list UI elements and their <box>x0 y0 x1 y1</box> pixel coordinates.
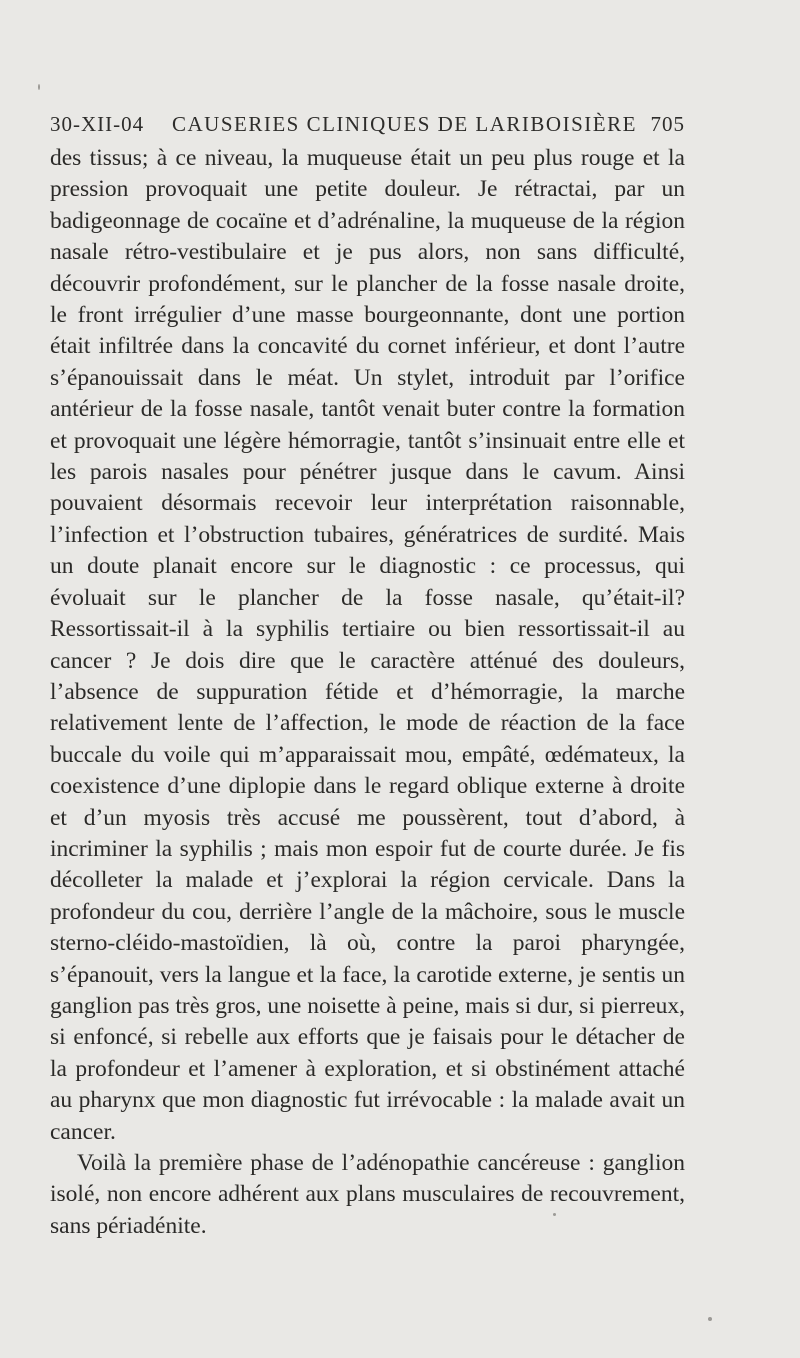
paper-speck <box>708 1317 712 1321</box>
paper-speck <box>553 1213 556 1216</box>
running-head <box>50 112 685 140</box>
paper-speck <box>38 84 40 90</box>
page-number: 705 <box>650 112 685 136</box>
paragraph-2: Voilà la première phase de l’adénopathie cancéreuse : ganglion isolé, non encore adhérent aux plans musculaires de recouvrement, sans périadénite. <box>50 1150 685 1239</box>
issue-date: 30-XII-04 <box>50 112 145 136</box>
running-title: CAUSERIES CLINIQUES DE LARIBOISIÈRE <box>172 112 637 136</box>
paragraph-1: des tissus; à ce niveau, la muqueuse était un peu plus rouge et la pression provoquait une petite douleur. Je rétractai, par un badigeonnage de cocaïne et d’adrénaline, la muqueuse de la région nasale rétro-vestibulaire et je pus alors, non sans difficulté, découvrir profondément, sur le plancher de la fosse nasale droite, le front irrégulier d’une masse bourgeonnante, dont une portion était infiltrée dans la concavité du cornet inférieur, et dont l’autre s’épanouissait dans le méat. Un stylet, introduit par l’orifice antérieur de la fosse nasale, tantôt venait buter contre la formation et provoquait une légère hémorragie, tantôt s’insinuait entre elle et les parois nasales pour pénétrer jusque dans le cavum. Ainsi pouvaient désormais recevoir leur interprétation raisonnable, l’infection et l’obstruction tubaires, génératrices de surdité. Mais un doute planait encore sur le diagnostic : ce processus, qui évoluait sur le plancher de la fosse nasale, qu’était-il? Ressortissait-il à la syphilis tertiaire ou bien ressortissait-il au cancer ? Je dois dire que le caractère atténué des douleurs, l’absence de suppuration fétide et d’hémorragie, la marche relativement lente de l’affection, le mode de réaction de la face buccale du voile qui m’apparaissait mou, empâté, œdémateux, la coexistence d’une diplopie dans le regard oblique externe à droite et d’un myosis très accusé me poussèrent, tout d’abord, à incriminer la syphilis ; mais mon espoir fut de courte durée. Je fis décolleter la malade et j’explorai la région cervicale. Dans la profondeur du cou, derrière l’angle de la mâchoire, sous le muscle sterno-cléido-mastoïdien, là où, contre la paroi pharyngée, s’épanouit, vers la langue et la face, la carotide externe, je sentis un ganglion pas très gros, une noisette à peine, mais si dur, si pierreux, si enfoncé, si rebelle aux efforts que je faisais pour le détacher de la profondeur et l’amener à exploration, et si obstinément attaché au pharynx que mon diagnostic fut irrévocable : la malade avait un cancer. <box>50 145 685 1145</box>
body-text <box>50 143 685 1242</box>
